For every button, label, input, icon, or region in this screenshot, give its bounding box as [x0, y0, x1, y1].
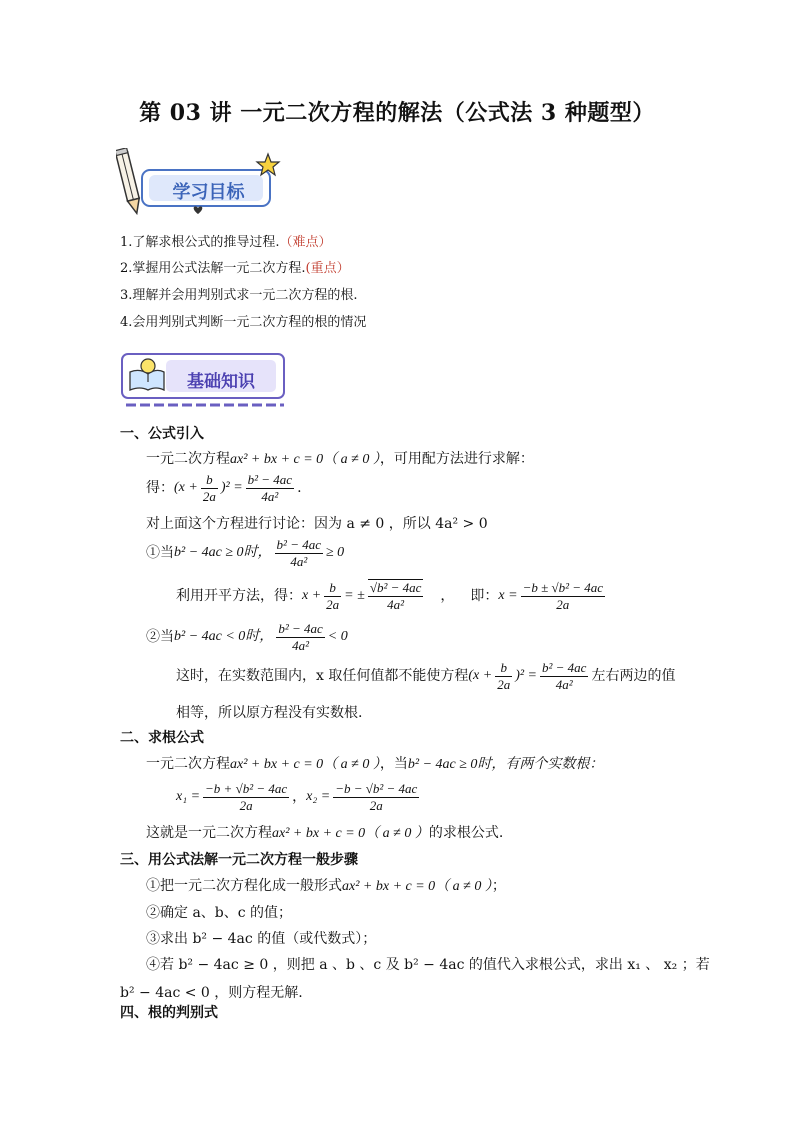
- page-title: 第 03 讲 一元二次方程的解法（公式法 3 种题型）: [139, 100, 655, 126]
- sec3-step-1: ①把一元二次方程化成一般形式ax² + bx + c = 0（ a ≠ 0 ）；: [146, 878, 506, 894]
- learning-goals-banner: [116, 148, 281, 220]
- sec1-line-1: 一元二次方程ax² + bx + c = 0（ a ≠ 0 ），可用配方法进行求解：: [146, 451, 534, 467]
- sec1-case-2: ②当 b² − 4ac < 0时， $\frac{\text{b² − 4ac}}{\text{4a²}}$ < 0: [146, 620, 348, 653]
- sec1-line-3: 对上面这个方程进行讨论：因为 a ≠ 0 ，所以 4a² > 0: [146, 516, 488, 532]
- sec1-line-2: 得： (x + $\frac{b}{2a}$ )² = $\frac{\text{b² − 4ac}}{\text{4a²}}$ .: [146, 471, 302, 504]
- section-4-heading: 四、根的判别式: [120, 1005, 218, 1021]
- basic-knowledge-banner: [118, 350, 290, 410]
- learning-goals-label: 学习目标: [172, 182, 245, 203]
- sec1-case-1: ①当 b² − 4ac ≥ 0时， $\frac{\text{b² − 4ac}}{\text{4a²}}$ ≥ 0: [146, 536, 345, 569]
- sec3-step-4: ④若 b² − 4ac ≥ 0 ，则把 a 、b 、c 及 b² − 4ac 的值代入求根公式，求出 x₁ 、 x₂ ；若: [146, 957, 710, 973]
- objective-2: 2.掌握用公式法解一元二次方程.(重点）: [120, 261, 350, 276]
- sec3-step-3: ③求出 b² − 4ac 的值（或代数式）；: [146, 931, 377, 947]
- objective-3: 3.理解并会用判别式求一元二次方程的根.: [120, 288, 358, 303]
- section-1-heading: 一、公式引入: [120, 426, 204, 442]
- section-3-heading: 三、用公式法解一元二次方程一般步骤: [120, 852, 358, 868]
- sec2-roots: x₁ = $\frac{\text{−b + √b² − 4ac}}{2a}$ ， x₂ = $\frac{\text{−b − √b² − 4ac}}{2a}$: [176, 780, 418, 813]
- sec1-line-8: 相等，所以原方程没有实数根.: [176, 705, 363, 721]
- objective-4: 4.会用判别式判断一元二次方程的根的情况: [120, 315, 367, 330]
- section-2-heading: 二、求根公式: [120, 730, 204, 746]
- sec3-step-2: ②确定 a、b、c 的值；: [146, 905, 293, 921]
- sec2-line-3: 这就是一元二次方程ax² + bx + c = 0（ a ≠ 0 ）的求根公式.: [146, 825, 504, 841]
- sec3-step-4-cont: b² − 4ac < 0 ，则方程无解.: [120, 985, 303, 1001]
- sec1-line-5: 利用开平方法，得： x + $\frac{b}{2a}$ = ± $\frac{\text{√b² − 4ac}}{\text{4a²}}$ ， 即： x = $\frac{\text{−b ± √b² − 4ac}}{2a}$: [176, 579, 604, 612]
- basic-knowledge-label: 基础知识: [187, 372, 255, 392]
- sec1-line-7: 这时，在实数范围内，x 取任何值都不能使方程 (x + $\frac{b}{2a}$ )² = $\frac{\text{b² − 4ac}}{\text{4a²}}$ 左右两边的值: [176, 659, 676, 692]
- sec2-line-1: 一元二次方程ax² + bx + c = 0（ a ≠ 0 ），当b² − 4ac ≥ 0时，有两个实数根：: [146, 756, 604, 772]
- objective-1: 1.了解求根公式的推导过程.（难点）: [120, 235, 332, 250]
